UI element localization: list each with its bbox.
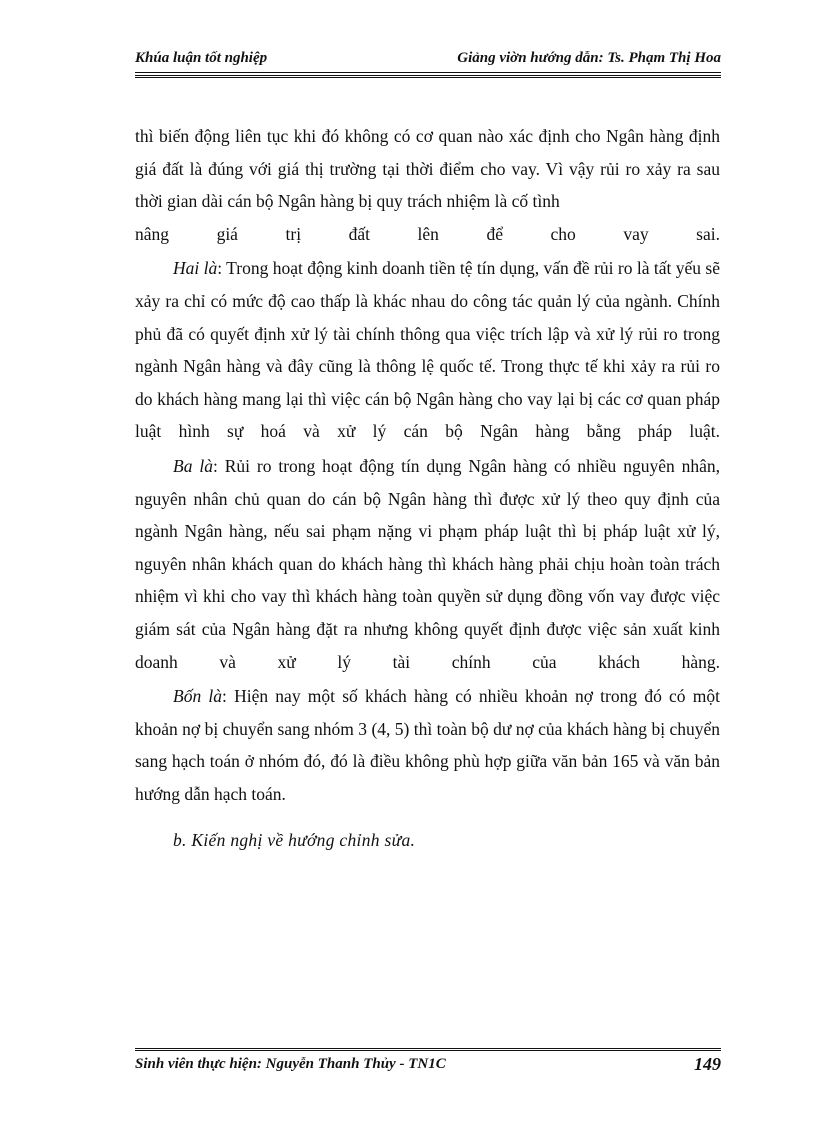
footer-divider	[135, 1048, 721, 1051]
paragraph-4	[135, 680, 720, 810]
paragraph-1	[135, 120, 720, 218]
body-text	[135, 120, 720, 857]
section-subheading: b. Kiến nghị về hướng chỉnh sửa.	[173, 830, 416, 851]
paragraph-3-text: : Rủi ro trong hoạt động tín dụng Ngân hàng có nhiều nguyên nhân, nguyên nhân chủ quan do cán bộ Ngân hàng thì được xử lý theo quy định của ngành Ngân hàng, nếu sai phạm nặng vi phạm pháp luật thì bị pháp luật xử lý, nguyên nhân khách quan do khách hàng thì khách hàng phải chịu hoàn toàn trách nhiệm vì khi cho vay thì khách hàng toàn quyền sử dụng đồng vốn vay được việc giám sát của Ngân hàng đặt ra nhưng không quyết định được việc sản xuất kinh doanh và xử lý tài chính của khách hàng.	[135, 455, 720, 672]
paragraph-1-tail: nâng giá trị đất lên để cho vay sai.	[135, 223, 720, 244]
header-supervisor: Giảng viờn hướng dẫn: Ts. Phạm Thị Hoa	[457, 50, 721, 66]
paragraph-4-text: : Hiện nay một số khách hàng có nhiều khoản nợ trong đó có một khoản nợ bị chuyển sang nhóm 3 (4, 5) thì toàn bộ dư nợ của khách hàng bị chuyển sang hạch toán ở nhóm đó, đó là điều không phù hợp giữa văn bản 165 và văn bản hướng dẫn hạch toán.	[135, 686, 720, 804]
paragraph-4-lead: Bốn là	[173, 686, 223, 707]
paragraph-3	[135, 450, 720, 678]
paragraph-1-last-line	[135, 218, 720, 251]
footer-student: Sinh viên thực hiện: Nguyễn Thanh Thủy - TN1C	[135, 1056, 446, 1072]
paragraph-2-text: : Trong hoạt động kinh doanh tiền tệ tín dụng, vấn đề rủi ro là tất yếu sẽ xảy ra chỉ có mức độ cao thấp là khác nhau do công tác quản lý của ngành. Chính phủ đã có quyết định xử lý tài chính thông qua việc trích lập và xử lý rủi ro trong ngành Ngân hàng và đây cũng là thông lệ quốc tế. Trong thực tế khi xảy ra rủi ro do khách hàng mang lại thì việc cán bộ Ngân hàng cho vay lại bị các cơ quan pháp luật hình sự hoá và xử lý cán bộ Ngân hàng bằng pháp luật.	[135, 258, 720, 442]
paragraph-3-lead: Ba là	[173, 455, 213, 476]
header-thesis-title: Khúa luận tốt nghiệp	[135, 50, 268, 66]
paragraph-2	[135, 252, 720, 448]
paragraph-1-text: thì biến động liên tục khi đó không có cơ quan nào xác định cho Ngân hàng định giá đất là đúng với giá thị trường tại thời điểm cho vay. Vì vậy rủi ro xảy ra sau thời gian dài cán bộ Ngân hàng bị quy trách nhiệm là cố tình	[135, 126, 720, 212]
paragraph-2-lead: Hai là	[173, 258, 218, 279]
header-divider	[135, 72, 721, 78]
page-header	[135, 48, 721, 72]
page-footer	[135, 1054, 721, 1080]
page-number: 149	[694, 1054, 721, 1074]
